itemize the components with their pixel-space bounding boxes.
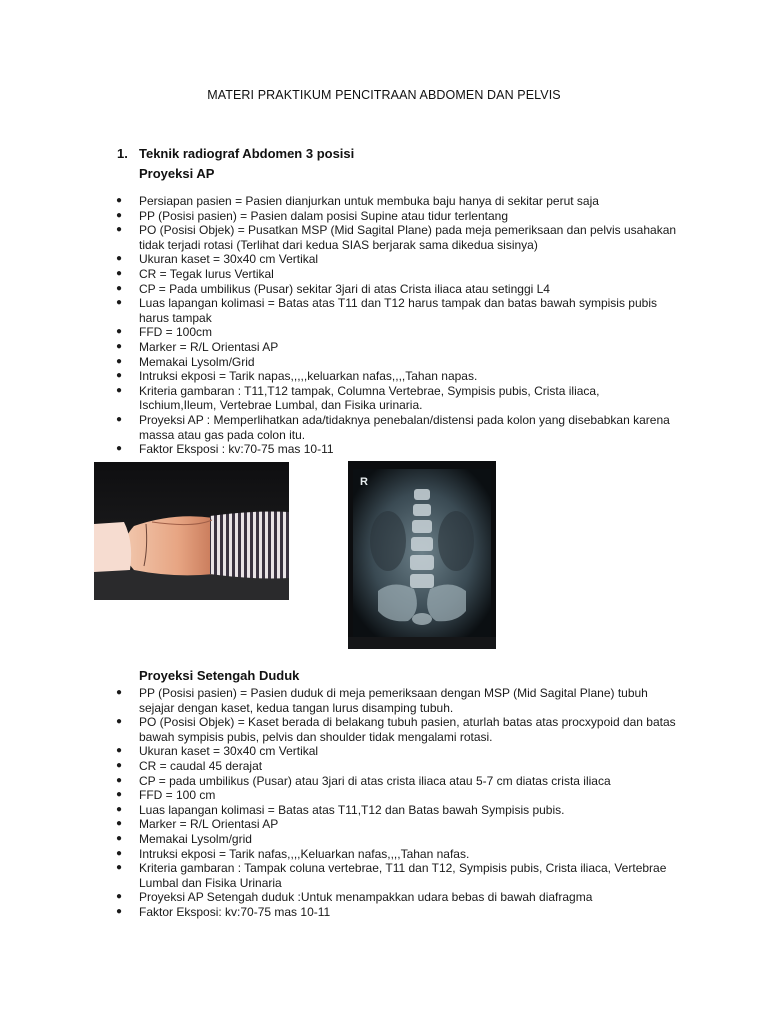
list-item xyxy=(0,340,679,355)
setengah-duduk-criteria-list xyxy=(0,686,768,920)
list-item xyxy=(0,413,679,442)
list-item xyxy=(0,325,679,340)
list-item xyxy=(0,442,679,457)
list-item xyxy=(0,267,679,282)
bullet-icon: ● xyxy=(116,818,123,830)
bullet-icon: ● xyxy=(116,384,123,396)
list-item-text: CR = caudal 45 derajat xyxy=(139,758,263,773)
subheading-ap: Proyeksi AP xyxy=(139,166,215,181)
bullet-icon: ● xyxy=(116,355,123,367)
list-item xyxy=(0,861,679,890)
list-item-text: FFD = 100cm xyxy=(139,325,213,340)
list-item xyxy=(0,384,679,413)
bullet-icon: ● xyxy=(116,789,123,801)
list-item xyxy=(0,715,679,744)
list-item xyxy=(0,832,679,847)
list-item xyxy=(0,803,679,818)
patient-position-photo xyxy=(94,462,289,600)
list-item-text: Intruksi ekposi = Tarik napas,,,,,keluarkan nafas,,,,Tahan napas. xyxy=(139,369,478,384)
bullet-icon: ● xyxy=(116,370,123,382)
list-item xyxy=(0,774,679,789)
bullet-icon: ● xyxy=(116,832,123,844)
subheading-setengah-duduk: Proyeksi Setengah Duduk xyxy=(139,668,300,683)
bullet-icon: ● xyxy=(116,745,123,757)
list-item-text: Kriteria gambaran : T11,T12 tampak, Columna Vertebrae, Sympisis pubis, Crista iliaca, Ischium,Ileum, Vertebrae Lumbal, dan Fisika urinaria. xyxy=(139,383,600,413)
bullet-icon: ● xyxy=(116,862,123,874)
list-item-text: Marker = R/L Orientasi AP xyxy=(139,339,279,354)
bullet-icon: ● xyxy=(116,443,123,455)
list-item-text: CP = pada umbilikus (Pusar) atau 3jari di atas crista iliaca atau 5-7 cm diatas crista iliaca xyxy=(139,773,611,788)
list-item-text: Ukuran kaset = 30x40 cm Vertikal xyxy=(139,252,319,267)
list-item-text: CR = Tegak lurus Vertikal xyxy=(139,266,274,281)
bullet-icon: ● xyxy=(116,716,123,728)
list-item-text: PP (Posisi pasien) = Pasien dalam posisi Supine atau tidur terlentang xyxy=(139,208,508,223)
bullet-icon: ● xyxy=(116,224,123,236)
document-title: MATERI PRAKTIKUM PENCITRAAN ABDOMEN DAN PELVIS xyxy=(207,88,561,102)
list-item xyxy=(0,905,679,920)
list-item-text: PO (Posisi Objek) = Pusatkan MSP (Mid Sagital Plane) pada meja pemeriksaan dan pelvis usahakan tidak terjadi rotasi (Terlihat dari kedua SIAS berjarak sama dikedua sisinya) xyxy=(139,223,677,252)
list-item xyxy=(0,194,679,209)
bullet-icon: ● xyxy=(116,891,123,903)
bullet-icon: ● xyxy=(116,413,123,425)
list-item-text: Luas lapangan kolimasi = Batas atas T11 dan T12 harus tampak dan batas bawah sympisis pubis harus tampak xyxy=(139,296,657,325)
ap-criteria-list xyxy=(0,194,768,457)
list-item-text: Kriteria gambaran : Tampak coluna vertebrae, T11 dan T12, Sympisis pubis, Crista iliaca, Vertebrae Lumbal dan Fisika Urinaria xyxy=(139,861,667,890)
bullet-icon: ● xyxy=(116,282,123,294)
bullet-icon: ● xyxy=(116,847,123,859)
list-item-text: Faktor Eksposi: kv:70-75 mas 10-11 xyxy=(139,904,331,919)
list-item-text: Marker = R/L Orientasi AP xyxy=(139,817,279,832)
list-item-text: Proyeksi AP : Memperlihatkan ada/tidaknya penebalan/distensi pada kolon yang disebabkan karena massa atau gas pada colon itu. xyxy=(139,412,670,442)
bullet-icon: ● xyxy=(116,267,123,279)
list-item-text: Memakai Lysolm/Grid xyxy=(139,354,255,369)
list-item-text: Proyeksi AP Setengah duduk :Untuk menampakkan udara bebas di bawah diafragma xyxy=(139,890,593,905)
list-item xyxy=(0,369,679,384)
list-item-text: CP = Pada umbilikus (Pusar) sekitar 3jari di atas Crista iliaca atau setinggi L4 xyxy=(139,281,550,296)
bullet-icon: ● xyxy=(116,803,123,815)
bullet-icon: ● xyxy=(116,253,123,265)
list-item xyxy=(0,252,679,267)
list-item xyxy=(0,890,679,905)
list-item xyxy=(0,817,679,832)
list-item xyxy=(0,209,679,224)
bullet-icon: ● xyxy=(116,297,123,309)
list-item xyxy=(0,282,679,297)
list-item-text: PO (Posisi Objek) = Kaset berada di belakang tubuh pasien, aturlah batas atas procxypoid dan batas bawah sympisis pubis, pelvis dan shoulder tidak mengalami rotasi. xyxy=(139,715,676,744)
bullet-icon: ● xyxy=(116,326,123,338)
bullet-icon: ● xyxy=(116,774,123,786)
list-item-text: Luas lapangan kolimasi = Batas atas T11,T12 dan Batas bawah Sympisis pubis. xyxy=(139,802,565,817)
list-item xyxy=(0,355,679,370)
section-heading-text: Teknik radiograf Abdomen 3 posisi xyxy=(139,146,355,161)
list-item xyxy=(0,686,679,715)
list-item xyxy=(0,759,679,774)
list-item-text: Intruksi ekposi = Tarik nafas,,,,Keluarkan nafas,,,,Tahan nafas. xyxy=(139,846,470,861)
bullet-icon: ● xyxy=(116,905,123,917)
list-item xyxy=(0,296,679,325)
list-item-text: Faktor Eksposi : kv:70-75 mas 10-11 xyxy=(139,442,334,457)
list-item xyxy=(0,744,679,759)
list-item xyxy=(0,847,679,862)
list-item-text: PP (Posisi pasien) = Pasien duduk di meja pemeriksaan dengan MSP (Mid Sagital Plane) tubuh sejajar dengan kaset, kedua tangan lurus disamping tubuh. xyxy=(139,686,648,715)
list-item xyxy=(0,223,679,252)
bullet-icon: ● xyxy=(116,340,123,352)
list-item-text: Ukuran kaset = 30x40 cm Vertikal xyxy=(139,744,319,759)
abdomen-xray-image xyxy=(348,461,496,649)
bullet-icon: ● xyxy=(116,687,123,698)
xray-marker: R xyxy=(360,476,368,488)
list-item-text: Persiapan pasien = Pasien dianjurkan untuk membuka baju hanya di sekitar perut saja xyxy=(139,194,599,208)
bullet-icon: ● xyxy=(116,759,123,771)
bullet-icon: ● xyxy=(116,195,123,206)
section-number: 1. xyxy=(117,146,128,161)
list-item xyxy=(0,788,679,803)
list-item-text: FFD = 100 cm xyxy=(139,788,216,803)
section-heading xyxy=(117,146,354,161)
bullet-icon: ● xyxy=(116,209,123,221)
list-item-text: Memakai Lysolm/grid xyxy=(139,831,252,846)
